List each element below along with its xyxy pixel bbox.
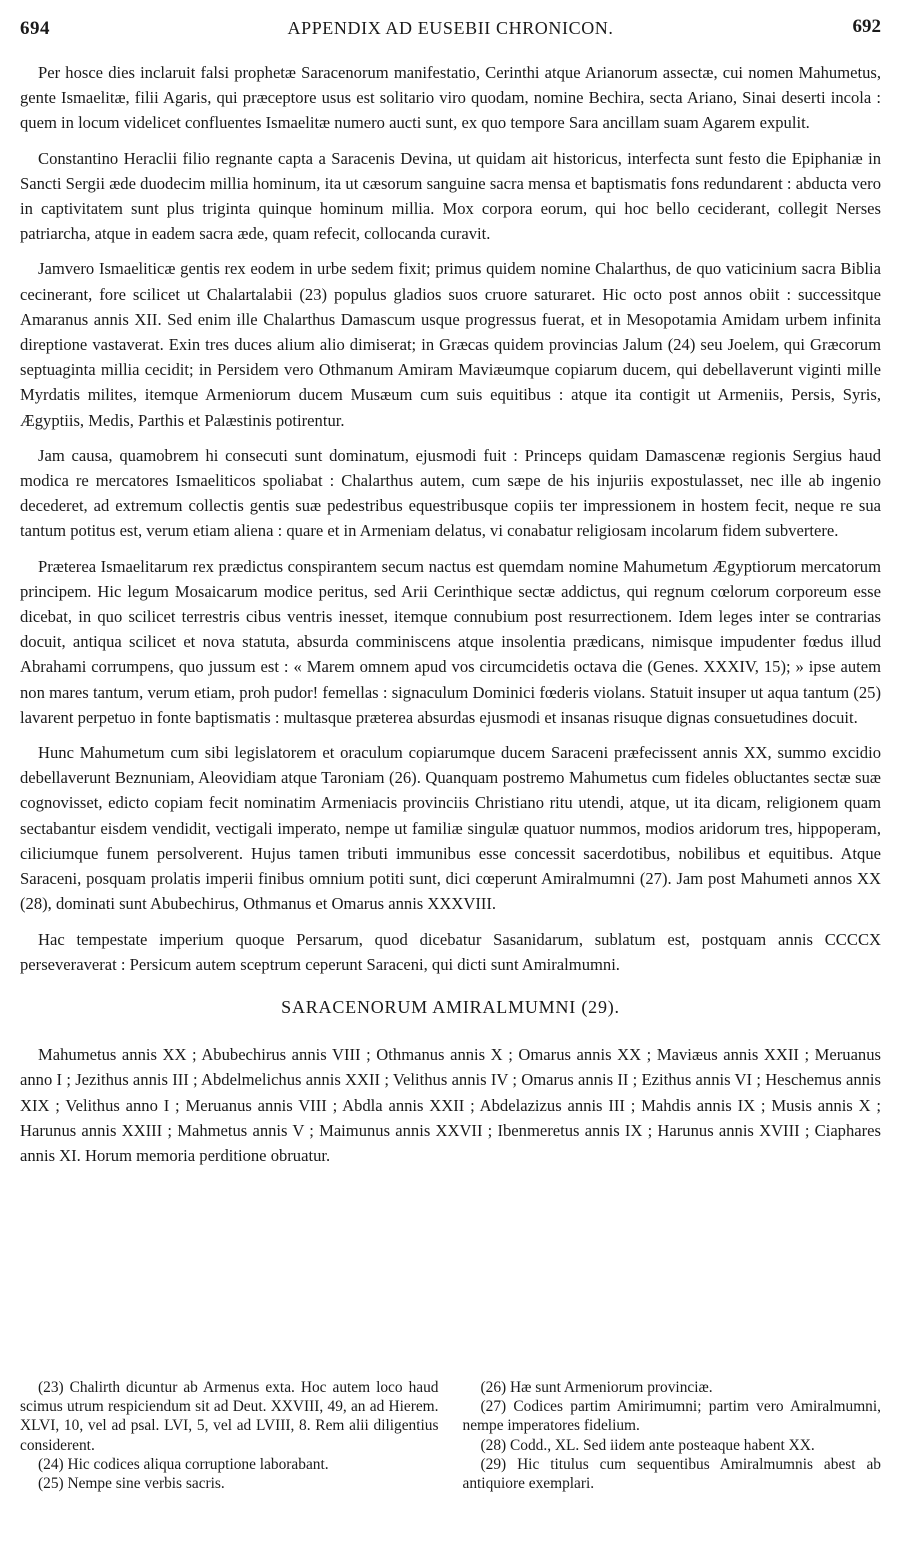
page-number-left: 694 [20,18,50,39]
footnote: (29) Hic titulus cum sequentibus Amiralmumnis abest ab antiquiore exemplari. [462,1455,881,1493]
footnotes-left-column [20,1378,439,1493]
running-title: APPENDIX AD EUSEBII CHRONICON. [287,18,614,38]
footnote: (28) Codd., XL. Sed iidem ante posteaque habent XX. [480,1436,815,1454]
rulers-list-paragraph: Mahumetus annis XX ; Abubechirus annis VIII ; Othmanus annis X ; Omarus annis XX ; Maviæus annis XXII ; Meruanus anno I ; Jezithus annis III ; Abdelmelichus annis XXII ; Velithus annis IV ; Omarus annis II ; Ezithus annis VI ; Heschemus annis XIX ; Velithus anno I ; Meruanus annis VIII ; Abdla annis XXII ; Abdelazizus annis III ; Mahdis annis IX ; Musis annis X ; Harunus annis XXIII ; Mahmetus annis V ; Maimunus annis XXVII ; Ibenmeretus annis IX ; Harunus annis XVIII ; Ciaphares annis XI. Horum memoria perditione obruatur. [20,1045,881,1165]
paragraph: Hunc Mahumetum cum sibi legislatorem et oraculum copiarumque ducem Saraceni præfecissent annis XX, summo excidio debellaverunt Beznuniam, Aleovidiam atque Taroniam (26). Quanquam postremo Mahumetus cum fideles obluctantes sectæ suæ cognovisset, edicto copiam fecit nominatim Armeniacis provinciis Christiano ritu utendi, atque, ut ita dicam, religionem quam sectabantur eisdem vendidit, vectigali imperato, nempe ut familiæ singulæ quatuor nummos, modios aridorum tres, hippoperam, ciliciumque funem persolverent. Hujus tamen tributi immunibus esse concessit sacerdotibus, nobilibus et equitibus. Atque Saraceni, posquam prolatis imperii finibus omnium potiti sunt, dici cœperunt Amiralmumni (27). Jam post Mahumeti annos XX (28), dominati sunt Abubechirus, Othmanus et Omarus annis XXXVIII. [20,743,881,914]
paragraph: Per hosce dies inclaruit falsi prophetæ Saracenorum manifestatio, Cerinthi atque Arianorum assectæ, cui nomen Mahumetus, gente Ismaelitæ, filii Agaris, qui præceptore usus est solitario viro quodam, nomine Bechira, secta Ariano, Sinai deserti incola : quem in locum videlicet confluentes Ismaelitæ numero aucti sunt, ex quo tempore Sara ancillam suam Agarem expulit. [20,63,881,133]
paragraph: Constantino Heraclii filio regnante capta a Saracenis Devina, ut quidam ait historicus, interfecta sunt festo die Epiphaniæ in Sancti Sergii æde duodecim millia hominum, ita ut cæsorum sanguine sacra mensa et baptismatis fons redundarent : abducta vero in captivitatem sunt plus triginta quinque hominum millia. Mox corpora eorum, qui hoc bello ceciderant, collegit Nerses patriarcha, atque in eadem sacra æde, quam refecit, collocanda curavit. [20,148,881,244]
page-header [20,14,881,44]
footnote: (25) Nempe sine verbis sacris. [38,1475,225,1493]
footnote: (23) Chalirth dicuntur ab Armenus exta. Hoc autem loco haud scimus utrum respiciendum sit ad Deut. XXVIII, 49, an ad Hierem. XLVI, 10, vel ad psal. LVI, 5, vel ad LVIII, 8. Rem alii diligentius considerent. [20,1379,439,1454]
paragraph: Hac tempestate imperium quoque Persarum, quod dicebatur Sasanidarum, sublatum est, postquam annis CCCCX perseveraverat : Persicum autem sceptrum ceperunt Saraceni, qui dicti sunt Amiralmumni. [20,929,881,974]
paragraph: Jam causa, quamobrem hi consecuti sunt dominatum, ejusmodi fuit : Princeps quidam Damascenæ regionis Sergius haud modica re mercatores Ismaeliticos spoliabat : Chalarthus autem, cum sæpe de his injuriis expostulasset, nec ille ab ingenio decederet, ad extremum collectis gentis suæ pedestribus equestribusque copiis ter impressionem in hostem fecit, neque re sua tantum potitus est, verum etiam aliena : quare et in Armeniam delatus, vi conabatur religiosam incolarum fidem subvertere. [20,445,881,541]
footnote: (26) Hæ sunt Armeniorum provinciæ. [480,1379,713,1396]
paragraph: Præterea Ismaelitarum rex prædictus conspirantem secum nactus est quemdam nomine Mahumetum Ægyptiorum mercatorum principem. Hic legum Mosaicarum modice peritus, sed Arii Cerinthique sectæ addictus, qui regnum cœlorum corporeum esse dicebat, in quo scilicet terrestris cibus ventris inesset, itemque connubium post resurrectionem. Idem leges inter se contrarias docuit, antiqua scilicet et nova statuta, absurda comminiscens atque insolentia prædicans, nimisque impudenter fœdus illud Abrahami corrumpens, quo jussum est : « Marem omnem apud vos circumcidetis octava die (Genes. XXXIV, 15); » ipse autem non mares tantum, verum etiam, proh pudor! femellas : signaculum Dominici fœderis violans. Statuit insuper ut aqua tantum (25) lavarent perpetuo in fonte baptismatis : multasque præterea absurdas ejusmodi et insanas risuque dignas consuetudines docuit. [20,556,881,727]
main-text [20,60,881,1178]
footnotes [20,1378,881,1493]
page-number-right: 692 [852,16,881,37]
section-title: SARACENORUM AMIRALMUMNI (29). [281,996,620,1017]
footnote: (27) Codices partim Amirimumni; partim vero Amiralmumni, nempe imperatores fidelium. [462,1398,881,1435]
footnote: (24) Hic codices aliqua corruptione laborabant. [38,1455,329,1473]
footnotes-right-column [463,1378,882,1493]
paragraph: Jamvero Ismaeliticæ gentis rex eodem in urbe sedem fixit; primus quidem nomine Chalarthus, de quo vaticinium sacra Biblia cecinerant, fore scilicet ut Chalartalabii (23) populus gladios suos cruore saturaret. Hic octo post annos obiit : successitque Amaranus annis XII. Sed enim ille Chalarthus Damascum usque progressus fuerat, et in Mesopotamia Amidam urbem infinita direptione vastaverat. Exin tres duces alium alio dimiserat; in Græcas quidem provincias Jalum (24) seu Joelem, qui Græcorum septuaginta millia cecidit; in Persidem vero Othmanum Amiram Maviæumque copiarum ducem, qui debellaverunt viginti mille Myrdatis milites, itemque Armeniorum ducem Musæum cum suis equitibus : atque ita contigit ut Armeniis, Persis, Syris, Ægyptiis, Medis, Parthis et Palæstinis potirentur. [20,259,881,430]
